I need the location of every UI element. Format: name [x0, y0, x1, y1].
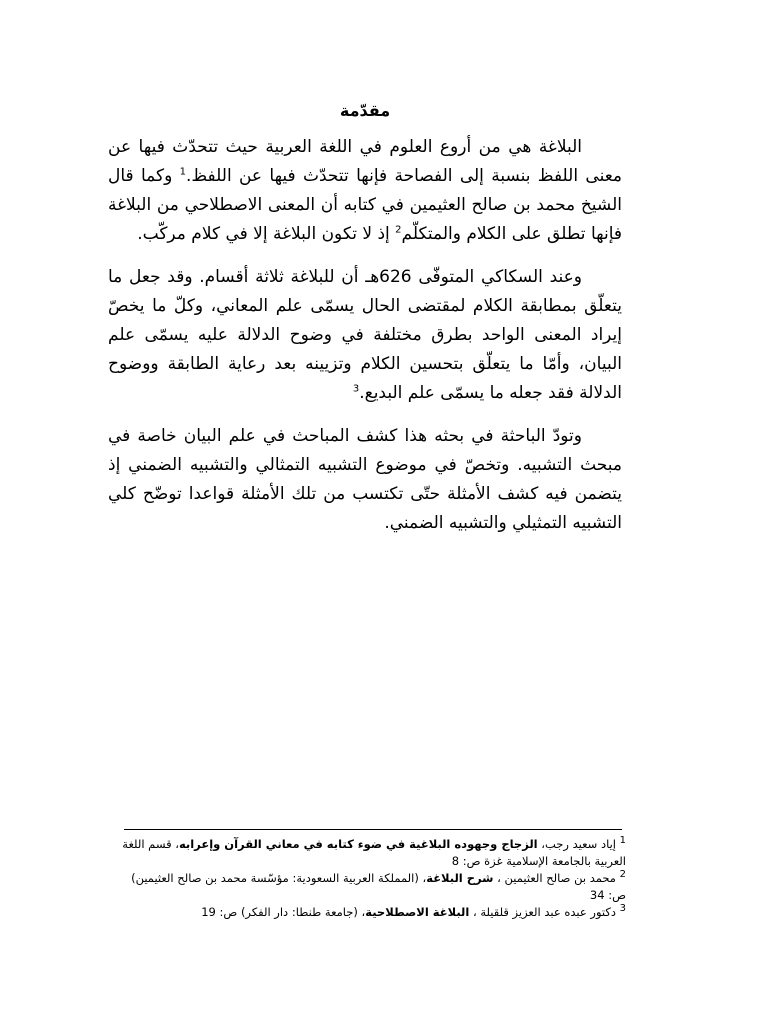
paragraph-2 [108, 263, 622, 408]
footnote-3 [118, 904, 626, 921]
footnote-number: 2 [619, 869, 626, 881]
paragraph-3-text: وتودّ الباحثة في بحثه هذا كشف المباحث في علم البيان خاصة في مبحث التشبيه. وتخصّ في موضوع التشبيه التمثالي والتشبيه الضمني إذ يتضمن فيه كشف الأمثلة حتّى تكتسب من تلك الأمثلة قواعدا توضّح كلي التشبيه التمثيلي والتشبيه الضمني. [108, 426, 622, 533]
footnote-1 [118, 836, 626, 870]
footnote-2-book-title: شرح البلاغة [426, 871, 494, 885]
paragraph-2-text: وعند السكاكي المتوفّى 626هـ أن للبلاغة ثلاثة أقسام. وقد جعل ما يتعلّق بمطابقة الكلام لمقتضى الحال يسمّى علم المعاني، وكلّ ما يخصّ إيراد المعنى الواحد بطرق مختلفة في وضوح الدلالة عليه يسمّى علم البيان، وأمّا ما يتعلّق بتحسين الكلام وتزيينه بعد رعاية الطابقة ووضوح الدلالة فقد جعله ما يسمّى علم البديع. [108, 267, 622, 403]
footnote-separator [124, 829, 622, 830]
footnotes [118, 836, 626, 921]
footnote-2 [118, 870, 626, 904]
paragraph-1-text: البلاغة هي من أروع العلوم في اللغة العربية حيث تتحدّث فيها عن معنى اللفظ بنسبة إلى الفصاحة فإنها تتحدّث فيها عن اللفظ. [108, 137, 622, 186]
main-content [108, 97, 622, 552]
footnote-3-book-title: البلاغة الاصطلاحية [365, 905, 470, 919]
paragraph-1-text-3: إذ لا تكون البلاغة إلا في كلام مركّب. [137, 224, 396, 244]
footnote-number: 3 [619, 903, 626, 915]
footnote-2-details: ، (المملكة العربية السعودية: مؤسّسة محمد بن صالح العثيمين) ص: 34 [131, 871, 626, 902]
page-title: مقدّمة [339, 101, 391, 120]
footnote-1-book-title: الزجاج وجهوده البلاغية في ضوء كتابه في معاني القرآن وإعرابه [178, 837, 538, 851]
footnote-ref-1[interactable]: 1 [179, 166, 186, 178]
footnote-1-details: ، قسم اللغة العربية بالجامعة الإسلامية غزة ص: 8 [122, 837, 626, 868]
paragraph-1 [108, 133, 622, 249]
footnote-ref-2[interactable]: 2 [395, 224, 402, 236]
footnote-number: 1 [619, 835, 626, 847]
footnote-3-details: ، (جامعة طنطا: دار الفكر) ص: 19 [201, 905, 366, 919]
footnote-1-author: إياد سعيد رجب، [537, 837, 620, 851]
footnote-3-author: دكتور عبده عبد العزيز قلقيلة ، [469, 905, 620, 919]
paragraph-3 [108, 422, 622, 538]
paragraph-1-text-2: وكما قال الشيخ محمد بن صالح العثيمين في كتابه أن المعنى الاصطلاحي من البلاغة فإنها تطلق على الكلام والمتكلّم [108, 166, 622, 244]
footnote-2-author: محمد بن صالح العثيمين ، [493, 871, 620, 885]
footnote-ref-3[interactable]: 3 [352, 383, 360, 395]
